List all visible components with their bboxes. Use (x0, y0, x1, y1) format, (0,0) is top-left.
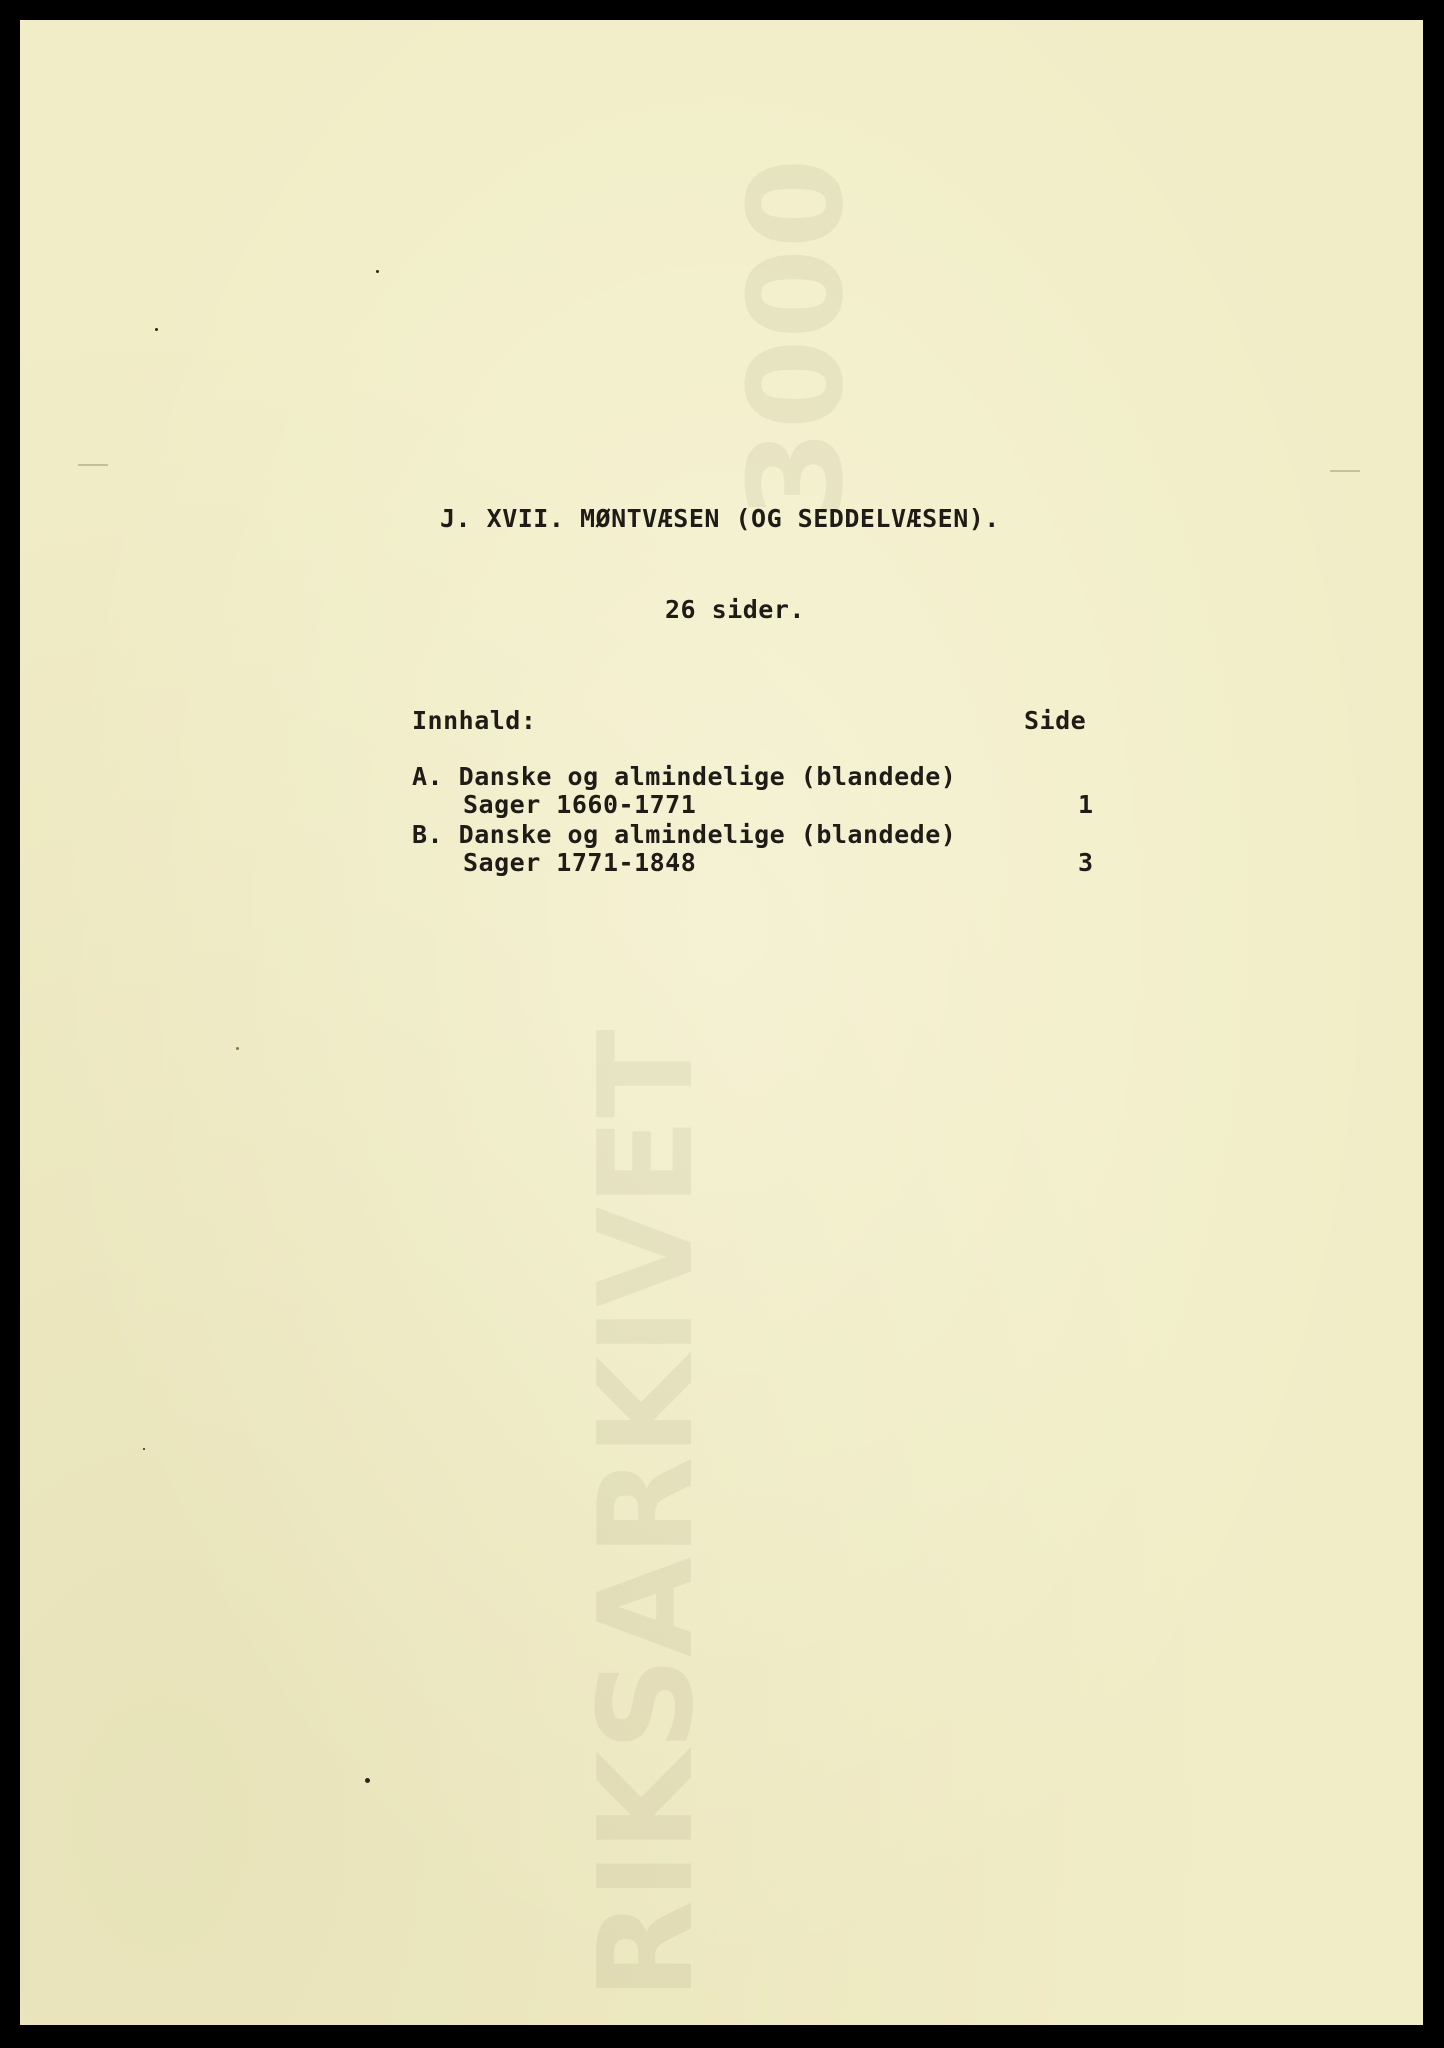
toc-entry-a-line-1: A. Danske og almindelige (blandede) (412, 762, 957, 791)
watermark-stamp (540, 100, 872, 2000)
toc-heading: Innhald: (412, 706, 537, 735)
toc-entry-a-page: 1 (1078, 790, 1094, 819)
paper-speck (376, 270, 379, 273)
toc-entry-b-line-2: Sager 1771-1848 (463, 848, 697, 877)
toc-entry-b-line-1: B. Danske og almindelige (blandede) (412, 820, 957, 849)
paper-speck (365, 1778, 370, 1783)
left-edge-mark (78, 464, 108, 466)
paper-speck (236, 1047, 239, 1050)
watermark-line-1: RIKSARKIVET (570, 1029, 722, 2000)
paper-speck (155, 328, 158, 331)
toc-page-column-heading: Side (1024, 706, 1087, 735)
paper-speck (143, 1448, 145, 1450)
document-page (20, 20, 1423, 2025)
toc-entry-b-page: 3 (1078, 848, 1094, 877)
toc-entry-a-line-2: Sager 1660-1771 (463, 790, 697, 819)
watermark-line-2: 3000 (720, 158, 872, 520)
page-count: 26 sider. (665, 595, 805, 624)
document-title: J. XVII. MØNTVÆSEN (OG SEDDELVÆSEN). (440, 504, 1000, 533)
right-edge-mark (1330, 470, 1360, 472)
